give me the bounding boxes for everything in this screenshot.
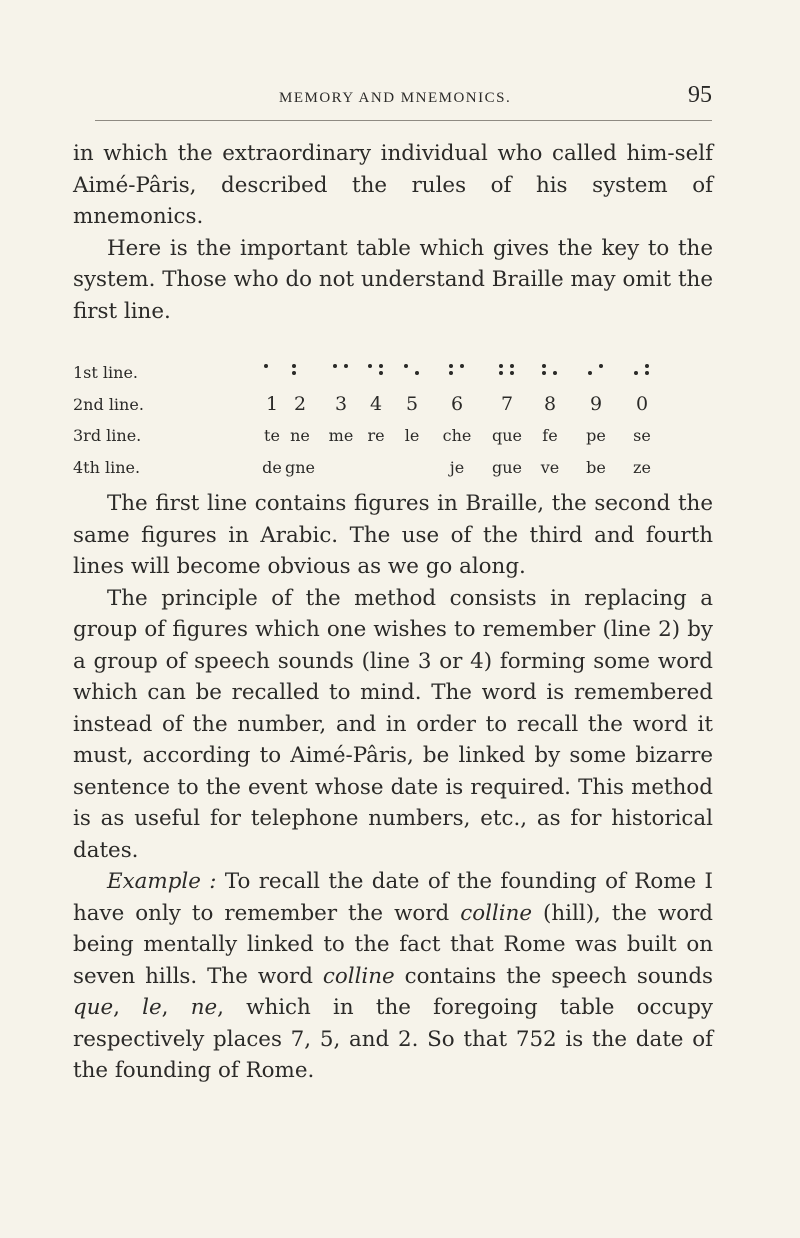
braille-dot bbox=[415, 371, 419, 375]
braille-dot bbox=[264, 364, 268, 368]
text-block-bottom bbox=[73, 488, 713, 1087]
table-cell: me bbox=[328, 426, 354, 445]
row-label: 4th line. bbox=[73, 457, 141, 477]
braille-dot bbox=[634, 371, 638, 375]
braille-dot bbox=[379, 364, 383, 368]
table-cell: che bbox=[442, 426, 472, 445]
braille-dot bbox=[499, 364, 503, 368]
braille-cell bbox=[367, 364, 385, 384]
braille-dot bbox=[333, 364, 337, 368]
braille-dot bbox=[542, 371, 546, 375]
table-cell: 0 bbox=[635, 392, 649, 415]
braille-dot bbox=[344, 364, 348, 368]
table-cell: fe bbox=[542, 426, 558, 445]
braille-dot bbox=[460, 364, 464, 368]
braille-dot bbox=[449, 364, 453, 368]
row-label: 1st line. bbox=[73, 363, 138, 382]
italic-word: que bbox=[73, 995, 114, 1020]
table-cell: 4 bbox=[369, 392, 383, 415]
table-cell: te bbox=[264, 426, 280, 445]
table-cell: 5 bbox=[405, 392, 419, 415]
table-cell: re bbox=[367, 426, 385, 445]
table-cell: 7 bbox=[500, 392, 514, 415]
italic-word: colline bbox=[460, 900, 533, 926]
table-cell: ve bbox=[540, 457, 560, 477]
braille-cell bbox=[587, 364, 605, 384]
text-block-top bbox=[73, 138, 713, 327]
braille-cell bbox=[633, 364, 651, 384]
page-header bbox=[95, 82, 712, 121]
table-cell: 9 bbox=[589, 392, 603, 415]
italic-word: ne bbox=[190, 995, 218, 1020]
table-cell: be bbox=[586, 457, 606, 477]
braille-cell bbox=[541, 364, 559, 384]
italic-word: le bbox=[142, 995, 162, 1020]
table-row-braille bbox=[73, 358, 713, 390]
table-cell: se bbox=[633, 426, 651, 445]
table-cell: de bbox=[262, 457, 282, 477]
table-cell: 3 bbox=[334, 392, 348, 415]
braille-dot bbox=[645, 364, 649, 368]
italic-word: colline bbox=[322, 963, 395, 989]
paragraph-1: in which the extraordinary individual who called him-self Aimé-Pâris, described the rules of his system of mnemonics. bbox=[73, 141, 713, 229]
page-number: 95 bbox=[688, 82, 712, 108]
row-label: 3rd line. bbox=[73, 426, 142, 445]
braille-cell bbox=[403, 364, 421, 384]
braille-dot bbox=[645, 371, 649, 375]
table-cell: le bbox=[404, 426, 420, 445]
table-cell: 1 bbox=[265, 392, 279, 415]
paragraph-4: The principle of the method consists in replacing a group of figures which one wishes to remember (line 2) by a group of speech sounds (line 3 or 4) forming some word which can be recalled to mind. The word is remembered instead of the number, and in order to recall the word it must, according to Aimé-Pâris, be linked by some bizarre sentence to the event whose date is required. This method is as useful for telephone numbers, etc., as for historical dates. bbox=[73, 585, 713, 863]
braille-dot bbox=[449, 371, 453, 375]
braille-cell bbox=[448, 364, 466, 384]
mnemonic-key-table bbox=[73, 358, 713, 484]
braille-cell bbox=[291, 364, 309, 384]
braille-dot bbox=[510, 371, 514, 375]
paragraph-2: Here is the important table which gives the key to the system. Those who do not understand Braille may omit the first line. bbox=[73, 235, 713, 324]
braille-dot bbox=[379, 371, 383, 375]
braille-dot bbox=[553, 371, 557, 375]
braille-dot bbox=[599, 364, 603, 368]
paragraph-5: Example : To recall the date of the founding of Rome I have only to remember the word colline (hill), the word being mentally linked to the fact that Rome was built on seven hills. The word colline contains the speech sounds que, le, ne, which in the foregoing table occupy respectively places 7, 5, and 2. So that 752 is the date of the founding of Rome. bbox=[73, 869, 714, 1083]
table-row-digits bbox=[73, 390, 713, 422]
braille-dot bbox=[542, 364, 546, 368]
table-cell: 2 bbox=[293, 392, 307, 415]
table-cell: 6 bbox=[450, 392, 464, 415]
example-label: Example : bbox=[107, 869, 217, 894]
braille-dot bbox=[499, 371, 503, 375]
braille-cell bbox=[263, 364, 281, 384]
table-cell: ze bbox=[633, 457, 651, 477]
braille-dot bbox=[368, 364, 372, 368]
table-cell: que bbox=[491, 426, 522, 445]
table-cell: ne bbox=[290, 426, 310, 445]
table-row-line3 bbox=[73, 421, 713, 453]
braille-dot bbox=[510, 364, 514, 368]
paragraph-3: The first line contains figures in Braille, the second the same figures in Arabic. The use of the third and fourth lines will become obvious as we go along. bbox=[73, 491, 713, 579]
braille-dot bbox=[292, 371, 296, 375]
braille-dot bbox=[292, 364, 296, 368]
braille-cell bbox=[332, 364, 350, 384]
table-cell: pe bbox=[586, 426, 606, 445]
table-cell: 8 bbox=[543, 392, 557, 415]
table-cell: gne bbox=[284, 457, 315, 477]
braille-cell bbox=[498, 364, 516, 384]
table-cell: gue bbox=[491, 457, 522, 477]
braille-dot bbox=[404, 364, 408, 368]
braille-dot bbox=[588, 371, 592, 375]
table-row-line4 bbox=[73, 453, 713, 485]
row-label: 2nd line. bbox=[73, 394, 144, 414]
table-cell: je bbox=[449, 457, 465, 477]
running-head: MEMORY AND MNEMONICS. bbox=[279, 90, 512, 106]
